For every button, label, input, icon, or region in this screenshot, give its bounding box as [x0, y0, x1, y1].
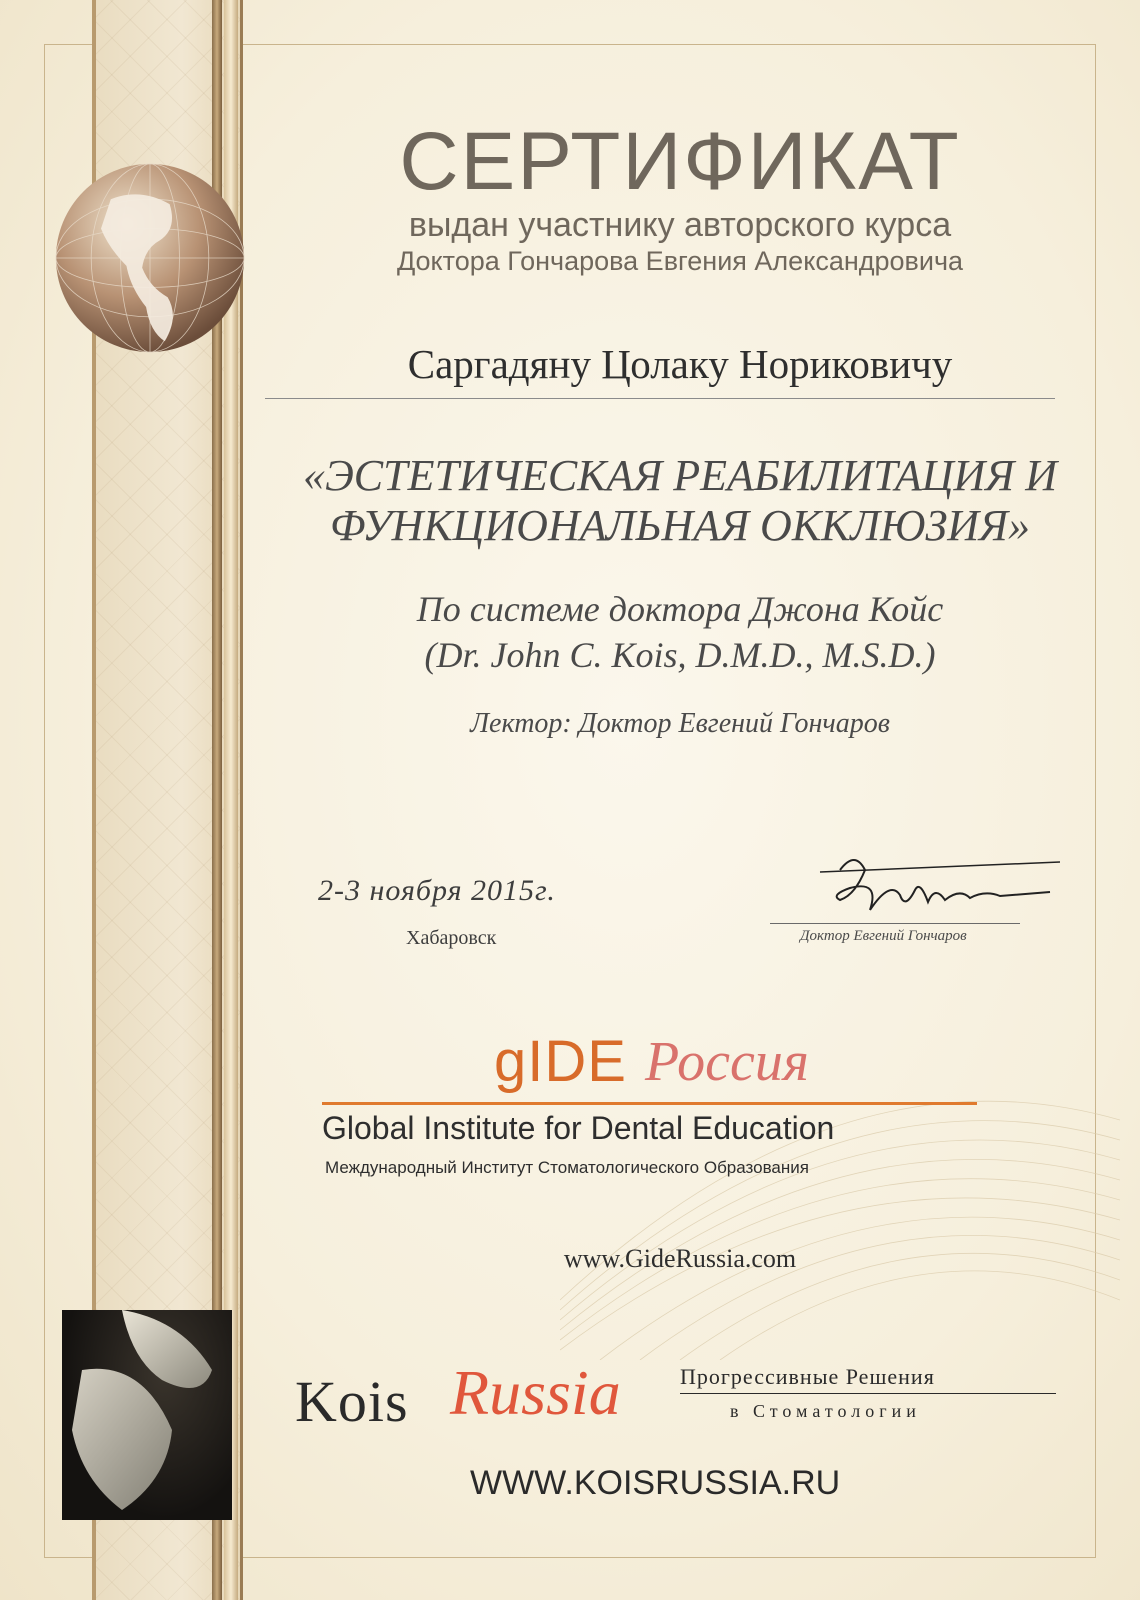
gide-logo-rule — [322, 1102, 977, 1105]
kois-logo-russia: Russia — [450, 1357, 621, 1428]
system-line1: По системе доктора Джона Койс — [416, 589, 944, 629]
course-author-line: Доктора Гончарова Евгения Александровича — [396, 246, 964, 276]
kois-tagline-line2: в Стоматологии — [730, 1401, 921, 1421]
kois-tagline-rule — [680, 1393, 1056, 1394]
issued-to-line: выдан участнику авторского курса — [408, 206, 952, 244]
signature-line — [770, 923, 1020, 924]
gide-name-english: Global Institute for Dental Education — [322, 1110, 835, 1146]
course-city: Хабаровск — [406, 927, 497, 949]
course-date: 2-3 ноября 2015г. — [318, 874, 556, 907]
kois-url: WWW.KOISRUSSIA.RU — [470, 1464, 841, 1502]
gide-name-russian: Международный Институт Стоматологического Образования — [325, 1158, 809, 1177]
system-line2: (Dr. John C. Kois, D.M.D., M.S.D.) — [424, 635, 936, 675]
teeth-photo — [62, 1310, 232, 1520]
certificate-title: СЕРТИФИКАТ — [399, 116, 961, 207]
kois-tagline-line1: Прогрессивные Решения — [680, 1364, 935, 1389]
handwritten-signature — [810, 840, 1070, 930]
kois-logo-word: Kois — [295, 1369, 409, 1434]
recipient-name: Саргадяну Цолаку Нориковичу — [407, 341, 953, 387]
gide-logo-russia: Россия — [645, 1031, 809, 1093]
gide-logo-word: gIDE — [494, 1029, 627, 1094]
globe-icon — [52, 160, 248, 356]
recipient-underline — [265, 398, 1055, 399]
decorative-swirl — [560, 1000, 1120, 1360]
lecturer-line: Лектор: Доктор Евгений Гончаров — [470, 708, 890, 739]
course-title-line1: «ЭСТЕТИЧЕСКАЯ РЕАБИЛИТАЦИЯ И — [302, 451, 1058, 500]
signer-name: Доктор Евгений Гончаров — [800, 928, 967, 944]
course-title-line2: ФУНКЦИОНАЛЬНАЯ ОККЛЮЗИЯ» — [330, 501, 1030, 550]
gide-url: www.GideRussia.com — [563, 1244, 797, 1273]
